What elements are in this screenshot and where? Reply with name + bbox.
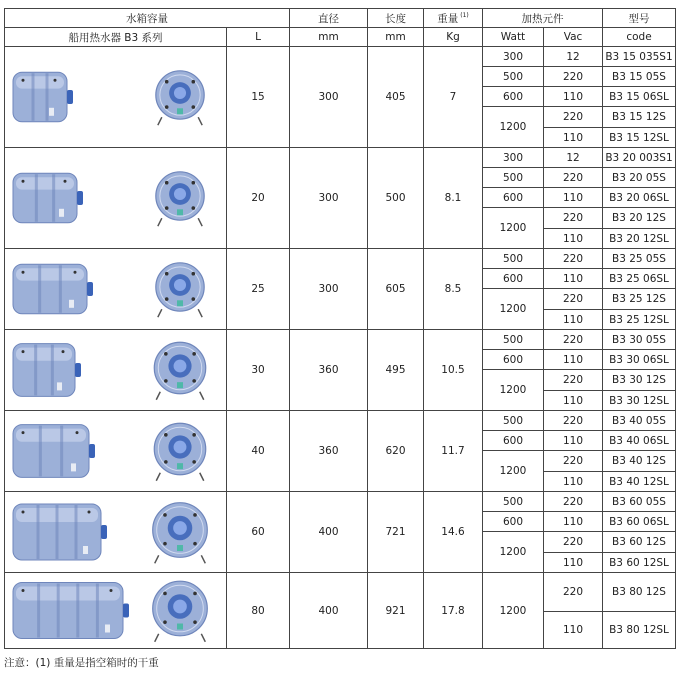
heating-vac: 110 bbox=[544, 269, 603, 289]
tank-front-icon bbox=[150, 148, 212, 248]
table-row bbox=[5, 47, 676, 67]
heating-vac: 220 bbox=[544, 411, 603, 431]
heating-vac: 110 bbox=[544, 188, 603, 208]
diameter-mm: 300 bbox=[290, 148, 368, 249]
header-unit-l: L bbox=[227, 28, 290, 47]
model-code: B3 40 12S bbox=[603, 451, 676, 472]
model-code: B3 15 035S1 bbox=[603, 47, 676, 67]
header-unit-vac: Vac bbox=[544, 28, 603, 47]
header-unit-mm-diameter: mm bbox=[290, 28, 368, 47]
heating-watt: 600 bbox=[483, 269, 544, 289]
weight-kg: 8.1 bbox=[424, 148, 483, 249]
heating-vac: 12 bbox=[544, 148, 603, 168]
heating-watt: 600 bbox=[483, 188, 544, 208]
heating-watt: 600 bbox=[483, 350, 544, 370]
tank-side-icon bbox=[5, 148, 135, 248]
diameter-mm: 360 bbox=[290, 411, 368, 492]
heating-vac: 110 bbox=[544, 512, 603, 532]
model-code: B3 15 05S bbox=[603, 67, 676, 87]
heating-watt: 1200 bbox=[483, 451, 544, 492]
model-code: B3 20 12SL bbox=[603, 229, 676, 249]
table-row bbox=[5, 148, 676, 168]
heating-vac: 220 bbox=[544, 492, 603, 512]
length-mm: 500 bbox=[368, 148, 424, 249]
table-row bbox=[5, 573, 676, 612]
header-row-2 bbox=[5, 28, 676, 47]
heating-vac: 110 bbox=[544, 431, 603, 451]
weight-kg: 14.6 bbox=[424, 492, 483, 573]
model-code: B3 30 05S bbox=[603, 330, 676, 350]
heating-vac: 220 bbox=[544, 451, 603, 472]
model-code: B3 25 06SL bbox=[603, 269, 676, 289]
heating-vac: 110 bbox=[544, 472, 603, 492]
table-row bbox=[5, 330, 676, 350]
heating-vac: 110 bbox=[544, 87, 603, 107]
diameter-mm: 300 bbox=[290, 249, 368, 330]
tank-side-icon bbox=[5, 249, 135, 329]
model-code: B3 20 003S1 bbox=[603, 148, 676, 168]
model-code: B3 20 06SL bbox=[603, 188, 676, 208]
tank-side-icon bbox=[5, 330, 135, 410]
weight-kg: 17.8 bbox=[424, 573, 483, 649]
heating-vac: 220 bbox=[544, 107, 603, 128]
heating-vac: 220 bbox=[544, 249, 603, 269]
heating-vac: 110 bbox=[544, 391, 603, 411]
capacity-liters: 60 bbox=[227, 492, 290, 573]
heating-watt: 500 bbox=[483, 492, 544, 512]
tank-side-icon bbox=[5, 573, 135, 648]
diameter-mm: 300 bbox=[290, 47, 368, 148]
heating-watt: 500 bbox=[483, 330, 544, 350]
heating-vac: 110 bbox=[544, 229, 603, 249]
model-code: B3 15 12S bbox=[603, 107, 676, 128]
heating-watt: 500 bbox=[483, 411, 544, 431]
model-code: B3 30 12S bbox=[603, 370, 676, 391]
heating-vac: 110 bbox=[544, 310, 603, 330]
header-diameter: 直径 bbox=[290, 9, 368, 28]
header-length: 长度 bbox=[368, 9, 424, 28]
length-mm: 405 bbox=[368, 47, 424, 148]
heating-vac: 220 bbox=[544, 168, 603, 188]
heating-vac: 220 bbox=[544, 370, 603, 391]
model-code: B3 20 05S bbox=[603, 168, 676, 188]
model-code: B3 30 12SL bbox=[603, 391, 676, 411]
model-code: B3 60 05S bbox=[603, 492, 676, 512]
header-unit-mm-length: mm bbox=[368, 28, 424, 47]
tank-front-icon bbox=[150, 411, 212, 491]
tank-image-cell bbox=[5, 148, 227, 249]
heating-watt: 1200 bbox=[483, 532, 544, 573]
capacity-liters: 20 bbox=[227, 148, 290, 249]
model-code: B3 60 12S bbox=[603, 532, 676, 553]
table-row bbox=[5, 492, 676, 512]
tank-image-cell bbox=[5, 47, 227, 148]
heating-vac: 220 bbox=[544, 67, 603, 87]
length-mm: 495 bbox=[368, 330, 424, 411]
model-code: B3 40 12SL bbox=[603, 472, 676, 492]
length-mm: 620 bbox=[368, 411, 424, 492]
model-code: B3 25 12SL bbox=[603, 310, 676, 330]
heating-vac: 220 bbox=[544, 532, 603, 553]
model-code: B3 60 12SL bbox=[603, 553, 676, 573]
tank-image-cell bbox=[5, 330, 227, 411]
model-code: B3 40 05S bbox=[603, 411, 676, 431]
heating-watt: 1200 bbox=[483, 107, 544, 148]
model-code: B3 40 06SL bbox=[603, 431, 676, 451]
model-code: B3 80 12SL bbox=[603, 611, 676, 649]
header-unit-code: code bbox=[603, 28, 676, 47]
header-unit-watt: Watt bbox=[483, 28, 544, 47]
capacity-liters: 25 bbox=[227, 249, 290, 330]
capacity-liters: 15 bbox=[227, 47, 290, 148]
model-code: B3 25 12S bbox=[603, 289, 676, 310]
header-weight bbox=[424, 9, 483, 28]
heating-watt: 500 bbox=[483, 249, 544, 269]
spec-table-body bbox=[5, 47, 676, 649]
weight-kg: 10.5 bbox=[424, 330, 483, 411]
model-code: B3 15 12SL bbox=[603, 128, 676, 148]
spec-table bbox=[4, 8, 676, 649]
weight-kg: 7 bbox=[424, 47, 483, 148]
table-row bbox=[5, 411, 676, 431]
heating-vac: 110 bbox=[544, 128, 603, 148]
header-capacity: 水箱容量 bbox=[5, 9, 290, 28]
model-code: B3 60 06SL bbox=[603, 512, 676, 532]
table-row bbox=[5, 249, 676, 269]
capacity-liters: 40 bbox=[227, 411, 290, 492]
heating-vac: 220 bbox=[544, 289, 603, 310]
tank-front-icon bbox=[150, 492, 212, 572]
heating-vac: 220 bbox=[544, 573, 603, 612]
heating-vac: 110 bbox=[544, 350, 603, 370]
header-heating-element: 加热元件 bbox=[483, 9, 603, 28]
heating-watt: 300 bbox=[483, 148, 544, 168]
tank-image-cell bbox=[5, 573, 227, 649]
footnote: 注意：(1) 重量是指空箱时的干重 bbox=[4, 657, 159, 669]
weight-kg: 8.5 bbox=[424, 249, 483, 330]
tank-front-icon bbox=[150, 47, 212, 147]
capacity-liters: 80 bbox=[227, 573, 290, 649]
heating-watt: 500 bbox=[483, 168, 544, 188]
heating-watt: 600 bbox=[483, 87, 544, 107]
tank-side-icon bbox=[5, 411, 135, 491]
tank-front-icon bbox=[150, 330, 212, 410]
model-code: B3 25 05S bbox=[603, 249, 676, 269]
header-series: 船用热水器 B3 系列 bbox=[5, 28, 227, 47]
heating-watt: 600 bbox=[483, 431, 544, 451]
heating-watt: 500 bbox=[483, 67, 544, 87]
heating-watt: 1200 bbox=[483, 573, 544, 649]
tank-image-cell bbox=[5, 249, 227, 330]
tank-front-icon bbox=[150, 249, 212, 329]
heating-vac: 220 bbox=[544, 330, 603, 350]
tank-side-icon bbox=[5, 492, 135, 572]
diameter-mm: 400 bbox=[290, 492, 368, 573]
capacity-liters: 30 bbox=[227, 330, 290, 411]
heating-vac: 110 bbox=[544, 553, 603, 573]
header-row-1 bbox=[5, 9, 676, 28]
model-code: B3 15 06SL bbox=[603, 87, 676, 107]
header-weight-note: (1) bbox=[460, 12, 469, 19]
model-code: B3 80 12S bbox=[603, 573, 676, 612]
diameter-mm: 360 bbox=[290, 330, 368, 411]
heating-vac: 220 bbox=[544, 208, 603, 229]
length-mm: 721 bbox=[368, 492, 424, 573]
weight-kg: 11.7 bbox=[424, 411, 483, 492]
model-code: B3 30 06SL bbox=[603, 350, 676, 370]
tank-image-cell bbox=[5, 411, 227, 492]
header-weight-label: 重量 bbox=[437, 12, 459, 25]
model-code: B3 20 12S bbox=[603, 208, 676, 229]
heating-watt: 1200 bbox=[483, 208, 544, 249]
header-unit-kg: Kg bbox=[424, 28, 483, 47]
length-mm: 921 bbox=[368, 573, 424, 649]
heating-watt: 1200 bbox=[483, 289, 544, 330]
tank-image-cell bbox=[5, 492, 227, 573]
heating-watt: 1200 bbox=[483, 370, 544, 411]
diameter-mm: 400 bbox=[290, 573, 368, 649]
tank-front-icon bbox=[150, 573, 212, 648]
header-model: 型号 bbox=[603, 9, 676, 28]
heating-vac: 12 bbox=[544, 47, 603, 67]
heating-vac: 110 bbox=[544, 611, 603, 649]
length-mm: 605 bbox=[368, 249, 424, 330]
tank-side-icon bbox=[5, 47, 135, 147]
heating-watt: 300 bbox=[483, 47, 544, 67]
heating-watt: 600 bbox=[483, 512, 544, 532]
